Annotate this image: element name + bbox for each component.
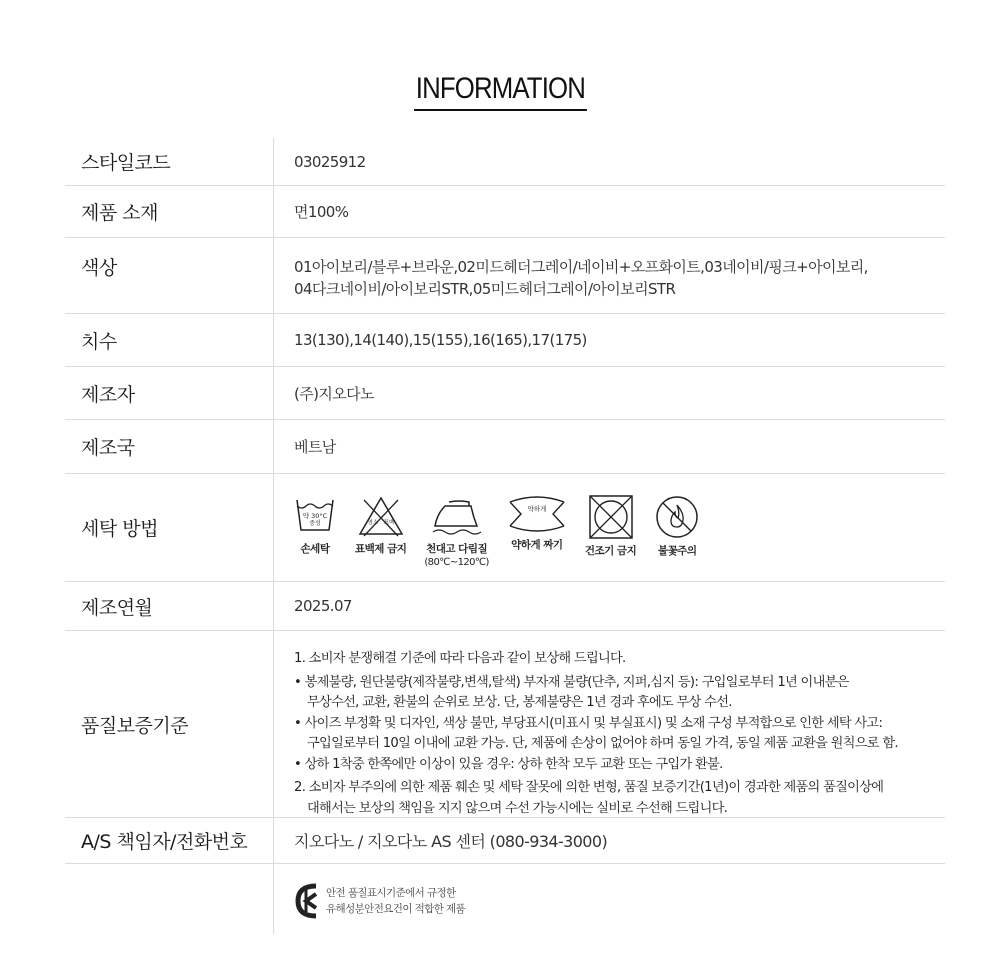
row-value: 03025912 <box>294 152 366 171</box>
row-label: 치수 <box>81 330 117 353</box>
row-material <box>65 186 945 238</box>
wash-item-flame <box>654 494 700 558</box>
title-text: INFORMATION <box>414 72 587 111</box>
kc-mark-icon <box>294 882 320 920</box>
row-label: 제조연월 <box>81 596 153 619</box>
row-value: 베트남 <box>294 438 336 456</box>
wash-caption: 천대고 다림질 <box>426 543 488 555</box>
quality-line: • 상하 1착중 한쪽에만 이상이 있을 경우: 상하 한착 모두 교환 또는 구입가 환불. <box>294 756 723 772</box>
row-label: 제조국 <box>81 437 135 459</box>
wash-caption: 불꽃주의 <box>657 545 697 557</box>
no-bleach-bleach: 표백 <box>383 520 395 526</box>
kc-line-2: 유해성분안전요건이 적합한 제품 <box>326 903 466 915</box>
row-label: 세탁 방법 <box>81 518 158 540</box>
quality-line: • 사이즈 부정확 및 디자인, 색상 불만, 부당표시(미표시 및 부실표시) 및 소재 구성 부적합으로 인한 세탁 사고: <box>294 715 883 731</box>
wash-item-gentle-wring <box>507 494 567 552</box>
flame-icon <box>654 494 700 540</box>
row-label: 제품 소재 <box>81 202 158 224</box>
hand-wash-neutral: 중성 <box>309 520 321 527</box>
wash-item-no-tumble-dry <box>585 494 636 558</box>
row-as <box>65 818 945 864</box>
row-value <box>273 238 945 313</box>
info-table <box>65 138 945 864</box>
row-value: 13(130),14(140),15(155),16(165),17(175) <box>294 331 587 349</box>
kc-certification <box>294 882 465 920</box>
quality-line: 2. 소비자 부주의에 의한 제품 훼손 및 세탁 잘못에 의한 변형, 품질 보증기간(1년)이 경과한 제품의 품질이상에 <box>294 780 884 795</box>
quality-line: 구입일로부터 10일 이내에 교환 가능. 단, 제품에 손상이 없어야 하며 동일 가격, 동일 제품 교환을 원칙으로 함. <box>307 736 898 751</box>
hand-wash-temp: 약 30°C <box>302 512 328 520</box>
color-line-1: 01아이보리/블루+브라운,02미드헤더그레이/네이비+오프화이트,03네이비/핑크+아이보리, <box>294 258 868 276</box>
kc-line-1: 안전 품질표시기준에서 규정한 <box>326 887 456 899</box>
iron-icon <box>429 494 485 538</box>
row-country <box>65 420 945 474</box>
row-value: 면100% <box>294 203 349 221</box>
row-color <box>65 238 945 314</box>
row-quality <box>65 631 945 818</box>
row-value: 지오다노 / 지오다노 AS 센터 (080-934-3000) <box>294 832 608 851</box>
page-title <box>0 72 1000 111</box>
row-label: 제조자 <box>81 383 135 406</box>
wash-icons <box>273 474 718 581</box>
row-maker <box>65 367 945 420</box>
wring-icon <box>507 494 567 534</box>
wash-item-hand-wash <box>293 494 337 556</box>
wash-caption: 건조기 금지 <box>584 545 637 557</box>
quality-text <box>273 631 945 817</box>
wash-caption: 표백제 금지 <box>355 543 407 555</box>
row-label: A/S 책임자/전화번호 <box>81 831 248 853</box>
no-dryer-icon <box>588 494 634 540</box>
no-bleach-icon <box>356 494 406 538</box>
row-value: 2025.07 <box>294 597 352 615</box>
wash-item-no-bleach <box>355 494 406 556</box>
row-date <box>65 582 945 631</box>
row-label: 색상 <box>81 257 117 279</box>
row-value: (주)지오다노 <box>294 384 374 403</box>
row-label: 품질보증기준 <box>81 714 189 737</box>
row-size <box>65 314 945 367</box>
wash-item-iron <box>424 494 488 569</box>
quality-line: 무상수선, 교환, 환불의 순위로 보상. 단, 봉제불량은 1년 경과 후에도 무상 수선. <box>307 695 732 710</box>
quality-line: • 봉제불량, 원단불량(제작불량,변색,탈색) 부자재 불량(단추, 지퍼,심지 등): 구입일로부터 1년 이내분은 <box>294 674 849 690</box>
quality-line: 대해서는 보상의 책임을 지지 않으며 수선 가능시에는 실비로 수선해 드립니다. <box>307 800 728 816</box>
color-line-2: 04다크네이비/아이보리STR,05미드헤더그레이/아이보리STR <box>294 280 676 298</box>
no-bleach-chlorine: 염소 <box>367 520 379 526</box>
wash-caption: 손세탁 <box>300 543 330 555</box>
row-style-code <box>65 138 945 186</box>
wash-caption: 약하게 짜기 <box>511 539 563 551</box>
wash-subcaption: (80℃~120℃) <box>424 557 489 568</box>
hand-wash-icon <box>293 494 337 538</box>
wring-weak: 약하게 <box>527 505 547 513</box>
row-label: 스타일코드 <box>81 152 171 174</box>
kc-text <box>326 885 465 917</box>
row-wash <box>65 474 945 582</box>
quality-line: 1. 소비자 분쟁해결 기준에 따라 다음과 같이 보상해 드립니다. <box>294 651 626 666</box>
